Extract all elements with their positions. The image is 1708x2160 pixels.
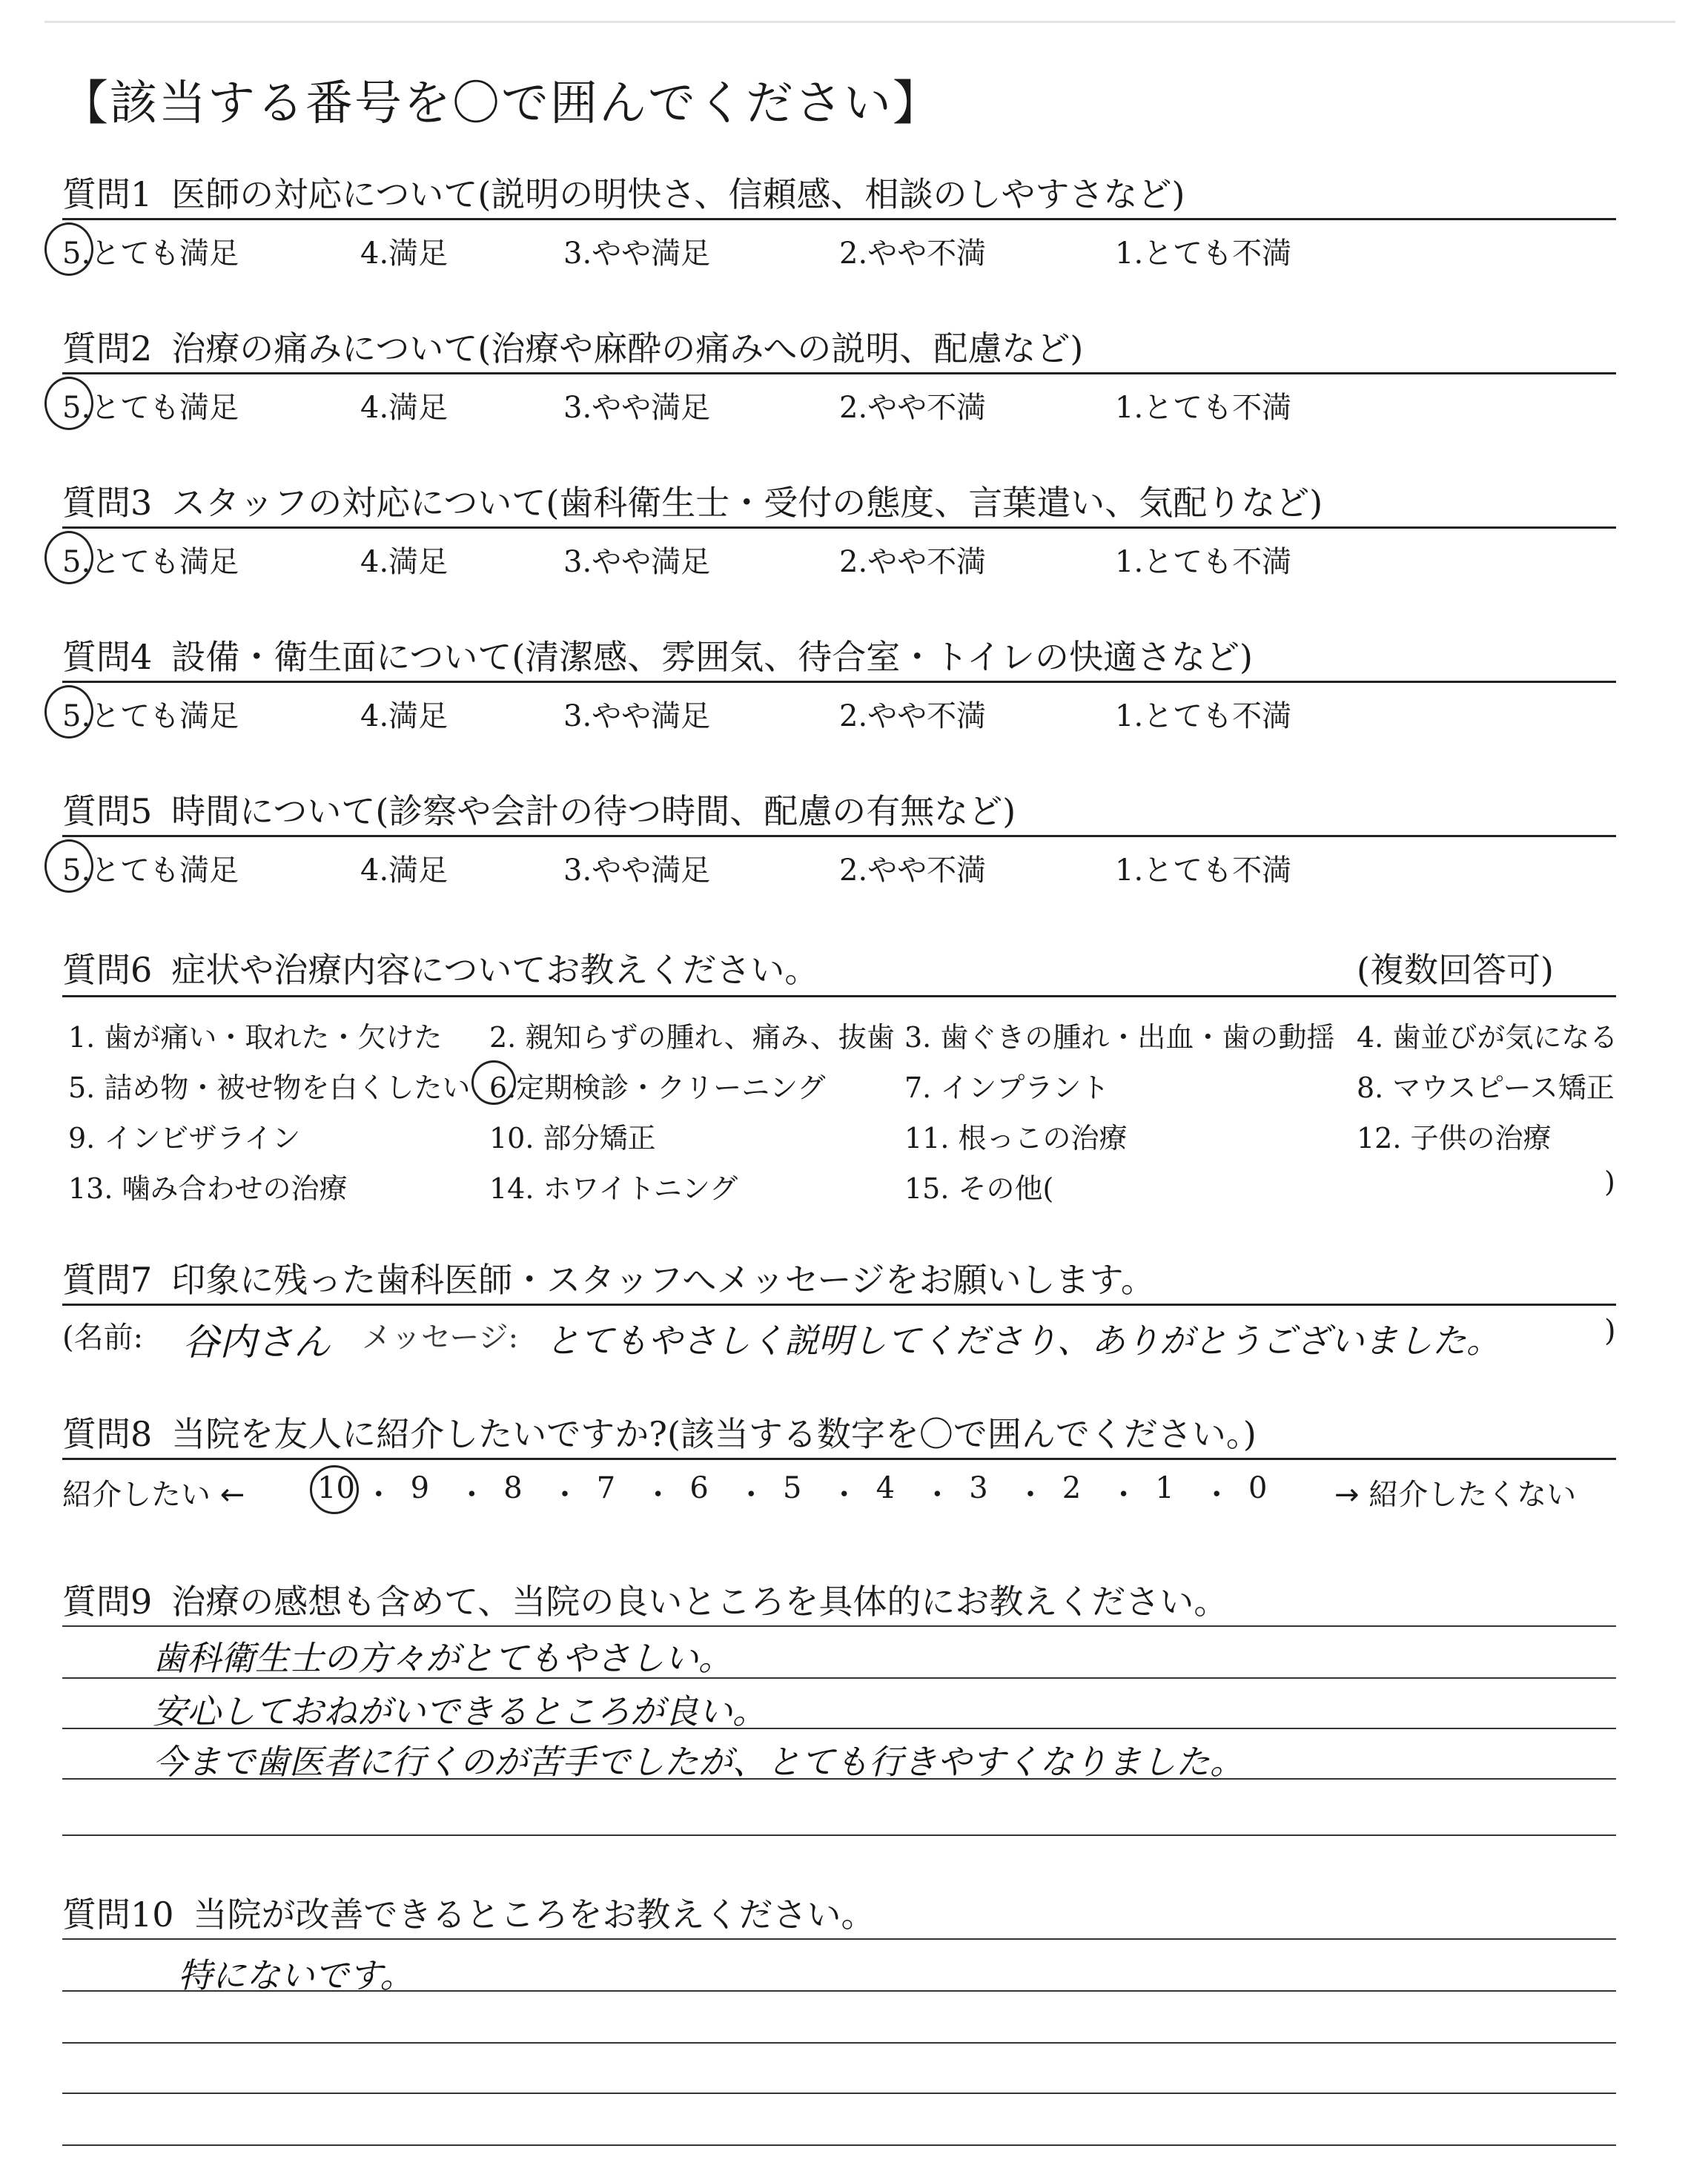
q7-rule [62,1304,1616,1306]
q6-option-11[interactable]: 11. 根っこの治療 [904,1122,1128,1155]
q8-rule [62,1458,1616,1460]
q8-scale-separator: ・ [736,1478,767,1512]
q7-name-value[interactable]: 谷内さん [182,1321,331,1364]
q1-option-1[interactable]: 1.とても不満 [1115,237,1292,271]
q6-option-7[interactable]: 7. インプラント [904,1071,1110,1104]
q8-number: 質問8 [62,1414,153,1454]
q1-option-3[interactable]: 3.やや満足 [563,237,711,271]
q3-option-1[interactable]: 1.とても不満 [1115,545,1292,579]
q1-selection-circle[interactable] [44,222,93,276]
q8-scale-separator: ・ [829,1478,859,1512]
q8-scale-value-4[interactable]: 4 [875,1471,896,1505]
q8-scale-separator: ・ [922,1478,953,1512]
q6-option-1[interactable]: 1. 歯が痛い・取れた・欠けた [68,1021,443,1054]
q7-message-label: メッセージ: [362,1321,519,1355]
q2-selection-circle[interactable] [44,377,93,430]
q6-note: (複数回答可) [1357,950,1554,990]
q6-option-3[interactable]: 3. 歯ぐきの腫れ・出血・歯の動揺 [904,1021,1335,1054]
q6-option-10[interactable]: 10. 部分矯正 [489,1122,656,1155]
q10-number: 質問10 [62,1895,174,1935]
q8-scale-separator: ・ [550,1478,580,1512]
page-header: 【該当する番号を〇で囲んでください】 [61,76,941,131]
q7-heading [62,1253,1155,1302]
q6-option-2[interactable]: 2. 親知らずの腫れ、痛み、抜歯 [489,1021,895,1054]
q2-option-2[interactable]: 2.やや不満 [839,391,987,425]
q5-option-2[interactable]: 2.やや不満 [839,853,987,888]
q10-line-5 [62,2144,1616,2146]
q4-number: 質問4 [62,637,153,677]
q9-number: 質問9 [62,1582,153,1622]
q1-option-4[interactable]: 4.満足 [360,237,448,271]
q8-scale-separator: ・ [363,1478,394,1512]
q3-text: スタッフの対応について(歯科衛生士・受付の態度、言葉遣い、気配りなど) [171,483,1323,523]
q4-selection-circle[interactable] [44,685,93,739]
q1-option-2[interactable]: 2.やや不満 [839,237,987,271]
q8-scale-value-5[interactable]: 5 [783,1471,802,1505]
q3-selection-circle[interactable] [44,531,93,584]
q8-text: 当院を友人に紹介したいですか?(該当する数字を〇で囲んでください。) [171,1414,1257,1454]
q2-option-3[interactable]: 3.やや満足 [563,391,711,425]
q3-option-3[interactable]: 3.やや満足 [563,545,711,579]
q2-option-1[interactable]: 1.とても不満 [1115,391,1292,425]
q9-line-5 [62,1834,1616,1836]
q8-scale-value-8[interactable]: 8 [503,1471,523,1505]
q1-number: 質問1 [62,174,153,214]
q3-option-4[interactable]: 4.満足 [360,545,448,579]
q8-scale-value-1[interactable]: 1 [1155,1471,1174,1505]
q8-heading [62,1407,1257,1456]
q5-option-4[interactable]: 4.満足 [360,853,448,888]
q7-close-paren: ) [1604,1314,1616,1348]
q1-text: 医師の対応について(説明の明快さ、信頼感、相談のしやすさなど) [171,174,1185,214]
q8-scale-value-6[interactable]: 6 [689,1471,709,1505]
q8-left-label: 紹介したい ← [62,1478,245,1512]
q7-message-value[interactable]: とてもやさしく説明してくださり、ありがとうございました。 [546,1321,1500,1361]
q7-name-label: (名前: [62,1321,144,1355]
q2-option-4[interactable]: 4.満足 [360,391,448,425]
q1-option-5[interactable]: 5.とても満足 [62,237,239,271]
q3-option-2[interactable]: 2.やや不満 [839,545,987,579]
q9-line-1 [62,1625,1616,1627]
q6-option-4[interactable]: 4. 歯並びが気になる [1357,1021,1618,1054]
q6-option-6[interactable]: 6.定期検診・クリーニング [489,1071,826,1104]
q6-option-8[interactable]: 8. マウスピース矯正 [1357,1071,1615,1104]
q10-text: 当院が改善できるところをお教えください。 [193,1895,875,1935]
q2-option-5[interactable]: 5.とても満足 [62,391,239,425]
q4-option-2[interactable]: 2.やや不満 [839,699,987,733]
q8-scale-separator: ・ [1202,1478,1232,1512]
q5-option-1[interactable]: 1.とても不満 [1115,853,1292,888]
q2-rule [62,372,1616,374]
q2-heading [62,322,1083,371]
q2-text: 治療の痛みについて(治療や麻酔の痛みへの説明、配慮など) [171,328,1084,369]
q6-option-13[interactable]: 13. 噛み合わせの治療 [68,1172,348,1205]
q10-line-4 [62,2093,1616,2094]
q3-heading [62,476,1323,525]
q8-scale-value-9[interactable]: 9 [410,1471,430,1505]
top-border [44,21,1675,23]
q9-answer-1[interactable]: 歯科衛生士の方々がとてもやさしい。 [153,1638,732,1678]
q6-selection-circle[interactable] [471,1060,516,1105]
q7-number: 質問7 [62,1260,153,1300]
q6-heading [62,943,818,992]
q6-text: 症状や治療内容についてお教えください。 [171,950,819,990]
q5-option-5[interactable]: 5.とても満足 [62,853,239,888]
q6-number: 質問6 [62,950,153,990]
q5-text: 時間について(診察や会計の待つ時間、配慮の有無など) [171,791,1016,831]
q4-text: 設備・衛生面について(清潔感、雰囲気、待合室・トイレの快適さなど) [171,637,1253,677]
q6-option-9[interactable]: 9. インビザライン [68,1122,301,1155]
q9-heading [62,1575,1228,1624]
q8-selection-circle[interactable] [310,1465,359,1514]
q6-rule [62,995,1616,997]
q9-answer-2[interactable]: 安心しておねがいできるところが良い。 [153,1691,767,1731]
q10-answer-1[interactable]: 特にないです。 [178,1955,414,1995]
q6-other-close-paren: ) [1604,1166,1615,1198]
q6-option-15[interactable]: 15. その他( [904,1172,1054,1205]
q8-scale-separator: ・ [643,1478,673,1512]
q8-scale-separator: ・ [1016,1478,1045,1512]
q10-line-1 [62,1938,1616,1940]
q8-scale-value-0[interactable]: 0 [1248,1471,1268,1505]
q10-line-3 [62,2042,1616,2044]
q6-option-12[interactable]: 12. 子供の治療 [1357,1122,1552,1155]
q4-rule [62,681,1616,683]
q8-scale-value-2[interactable]: 2 [1062,1471,1082,1505]
q4-option-1[interactable]: 1.とても不満 [1115,699,1292,733]
q5-number: 質問5 [62,791,153,831]
q9-answer-3[interactable]: 今まで歯医者に行くのが苦手でしたが、とても行きやすくなりました。 [153,1742,1244,1782]
q8-scale-value-10[interactable]: 10 [317,1471,355,1505]
q8-right-label: → 紹介したくない [1334,1478,1577,1512]
q4-option-5[interactable]: 5.とても満足 [62,699,239,733]
q1-heading [62,168,1185,217]
q3-option-5[interactable]: 5.とても満足 [62,545,239,579]
q8-scale-value-7[interactable]: 7 [596,1471,616,1505]
q3-number: 質問3 [62,483,153,523]
q5-rule [62,835,1616,837]
q6-option-14[interactable]: 14. ホワイトニング [489,1172,738,1205]
q4-option-4[interactable]: 4.満足 [360,699,448,733]
q2-number: 質問2 [62,328,153,369]
q4-option-3[interactable]: 3.やや満足 [563,699,711,733]
q7-text: 印象に残った歯科医師・スタッフへメッセージをお願いします。 [171,1260,1155,1300]
q10-heading [62,1888,875,1937]
q1-rule [62,218,1616,220]
q5-selection-circle[interactable] [44,839,93,893]
q4-heading [62,630,1253,679]
q5-option-3[interactable]: 3.やや満足 [563,853,711,888]
q8-scale-value-3[interactable]: 3 [969,1471,988,1505]
q8-scale-separator: ・ [1108,1478,1139,1512]
q6-option-5[interactable]: 5. 詰め物・被せ物を白くしたい [68,1071,471,1104]
q9-text: 治療の感想も含めて、当院の良いところを具体的にお教えください。 [171,1582,1228,1622]
q3-rule [62,526,1616,529]
q5-heading [62,785,1016,833]
q8-scale-separator: ・ [457,1478,487,1512]
